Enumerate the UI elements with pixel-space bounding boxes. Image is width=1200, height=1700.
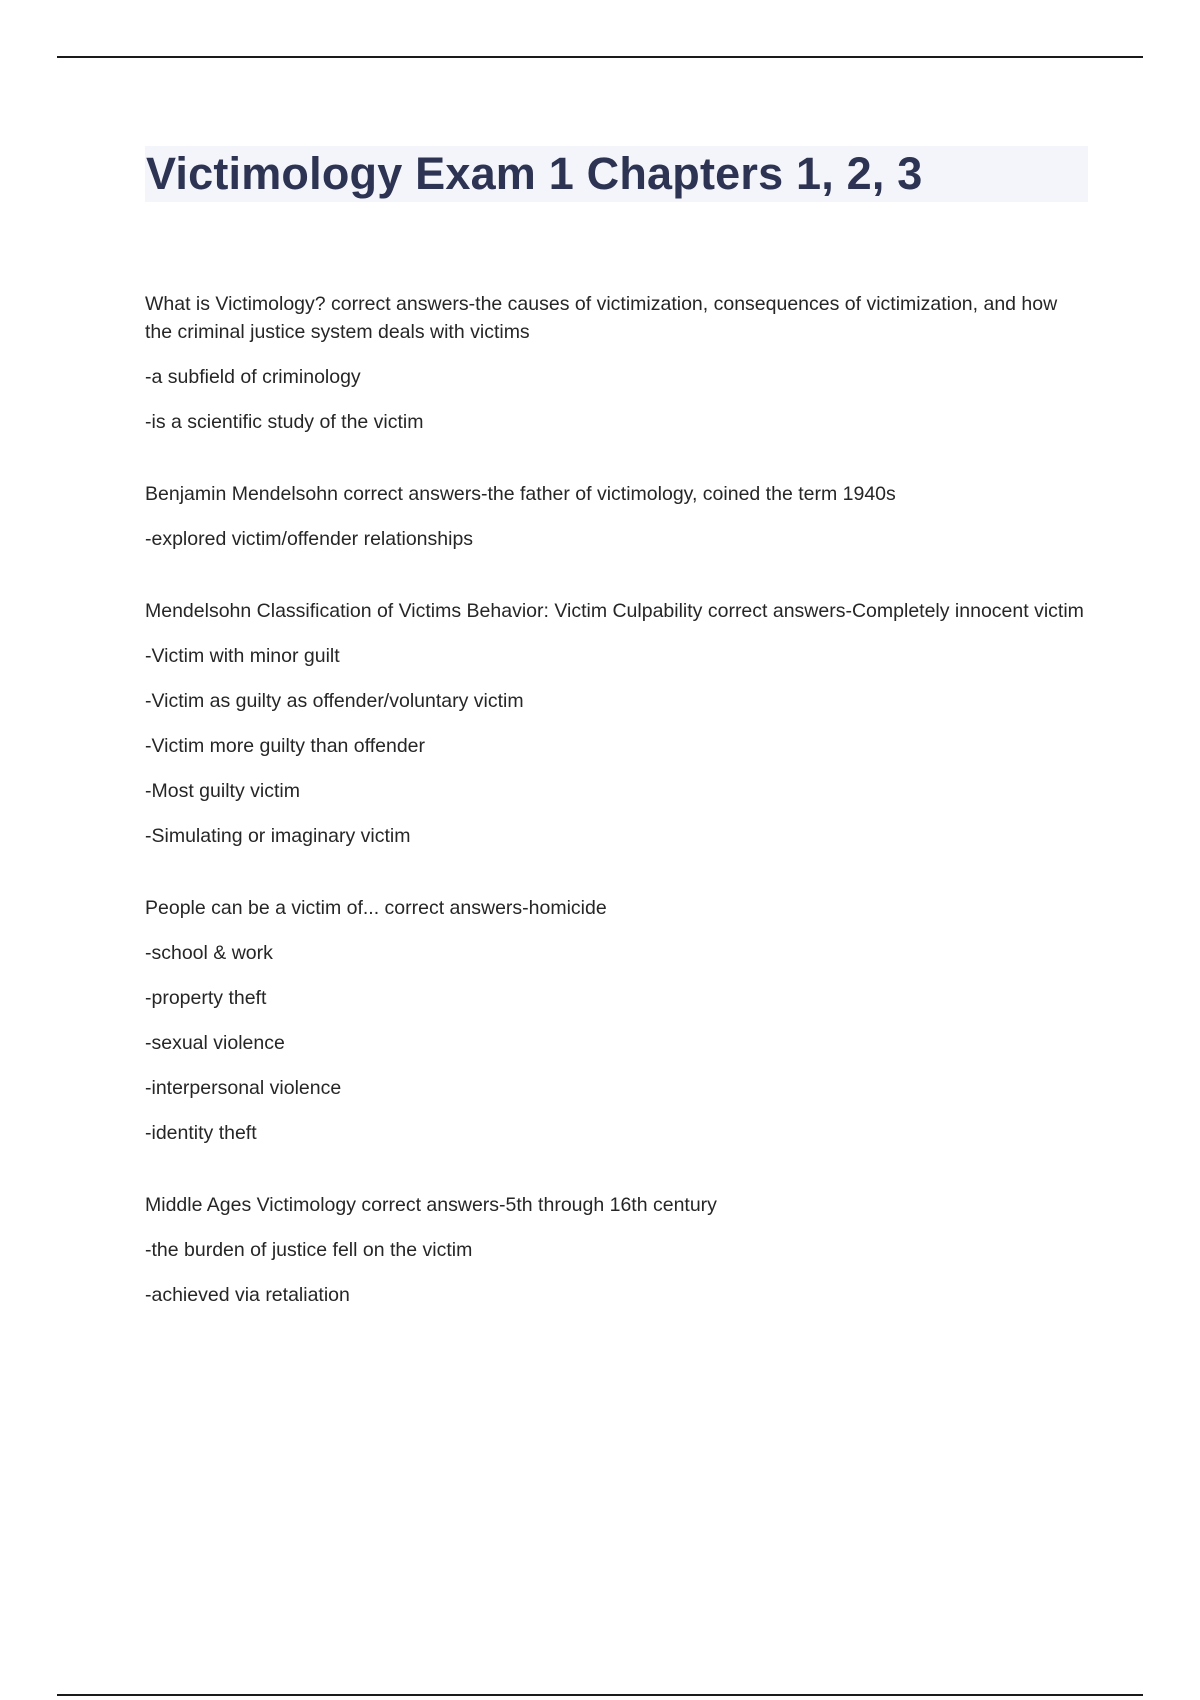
flashcard-line: -property theft [145,987,267,1009]
header-rule [57,56,1143,58]
flashcard-prompt: Benjamin Mendelsohn correct answers-the father of victimology, coined the term 1940s [145,483,896,505]
flashcard-line: -is a scientific study of the victim [145,411,424,433]
flashcard-line: -Simulating or imaginary victim [145,825,411,847]
flashcard-line: -sexual violence [145,1032,285,1054]
flashcard-line: -the burden of justice fell on the victim [145,1239,473,1261]
footer-rule [57,1694,1143,1696]
flashcard [145,597,1085,850]
flashcard-line: -Most guilty victim [145,780,300,802]
flashcard [145,290,1085,436]
flashcard-line: -school & work [145,942,273,964]
flashcard-line: -interpersonal violence [145,1077,342,1099]
page-title: Victimology Exam 1 Chapters 1, 2, 3 [146,148,923,199]
flashcard-prompt: What is Victimology? correct answers-the causes of victimization, consequences of victimization, and how the criminal justice system deals with victims [145,293,1058,343]
flashcard-prompt: Mendelsohn Classification of Victims Behavior: Victim Culpability correct answers-Completely innocent victim [145,600,1084,622]
flashcard-line: -Victim with minor guilt [145,645,340,667]
flashcard-line: -Victim more guilty than offender [145,735,425,757]
flashcard-line: -a subfield of criminology [145,366,361,388]
flashcard-line: -explored victim/offender relationships [145,528,474,550]
flashcard-line: -Victim as guilty as offender/voluntary victim [145,690,524,712]
flashcard-list [145,290,1085,1309]
flashcard [145,1191,1085,1309]
flashcard [145,480,1085,553]
flashcard [145,894,1085,1147]
flashcard-line: -achieved via retaliation [145,1284,350,1306]
flashcard-prompt: People can be a victim of... correct answers-homicide [145,897,607,919]
flashcard-line: -identity theft [145,1122,257,1144]
flashcard-prompt: Middle Ages Victimology correct answers-5th through 16th century [145,1194,717,1216]
